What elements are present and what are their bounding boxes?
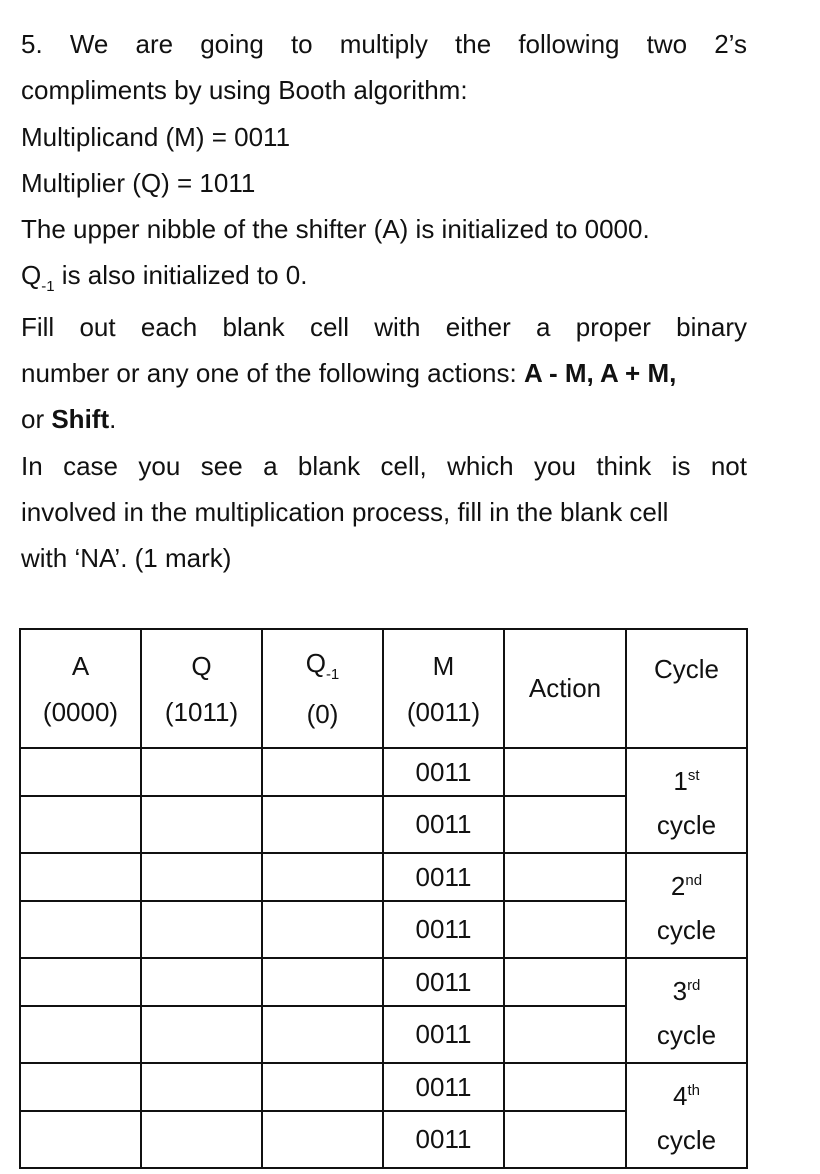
cell-a[interactable] <box>20 901 141 958</box>
header-cycle: Cycle <box>626 629 747 748</box>
cell-action[interactable] <box>504 853 626 901</box>
cell-q[interactable] <box>141 1111 262 1168</box>
case-line-1: In case you see a blank cell, which you think is not <box>21 450 747 481</box>
cell-action[interactable] <box>504 1111 626 1168</box>
multiplier-line: Multiplier (Q) = 1011 <box>21 167 256 198</box>
cell-q[interactable] <box>141 796 262 853</box>
fill-line-3: or Shift. <box>21 404 117 435</box>
cell-action[interactable] <box>504 1006 626 1063</box>
cell-q-minus-one[interactable] <box>262 796 383 853</box>
cell-q[interactable] <box>141 901 262 958</box>
cell-action[interactable] <box>504 1063 626 1111</box>
cell-action[interactable] <box>504 796 626 853</box>
q-minus-one-line: $Q_{-1}$ is also initialized to 0. <box>21 260 308 296</box>
booth-table <box>19 628 748 1169</box>
cell-action[interactable] <box>504 901 626 958</box>
case-line-2: involved in the multiplication process, fill in the blank cell <box>21 496 669 527</box>
cell-q-minus-one[interactable] <box>262 748 383 796</box>
cycle-4: 4th cycle <box>626 1063 747 1168</box>
cell-a[interactable] <box>20 958 141 1006</box>
cell-q[interactable] <box>141 1063 262 1111</box>
case-line-3: with ‘NA’. (1 mark) <box>21 543 232 574</box>
question-line-2: compliments by using Booth algorithm: <box>21 75 468 106</box>
multiplicand-line: Multiplicand (M) = 0011 <box>21 121 291 152</box>
table-row <box>20 853 747 901</box>
header-a: A (0000) <box>20 629 141 748</box>
fill-line-2: number or any one of the following actions: A - M, A + M, <box>21 358 677 389</box>
cell-a[interactable] <box>20 748 141 796</box>
cell-q-minus-one[interactable] <box>262 1006 383 1063</box>
upper-nibble-line: The upper nibble of the shifter (A) is initialized to 0000. <box>21 214 650 245</box>
cell-action[interactable] <box>504 958 626 1006</box>
cell-m: 0011 <box>383 1111 504 1168</box>
cell-m: 0011 <box>383 901 504 958</box>
question-line-1: 5. We are going to multiply the following two 2’s <box>21 29 747 59</box>
cell-q[interactable] <box>141 958 262 1006</box>
header-m: M (0011) <box>383 629 504 748</box>
cell-q-minus-one[interactable] <box>262 958 383 1006</box>
cell-a[interactable] <box>20 796 141 853</box>
cell-q[interactable] <box>141 748 262 796</box>
cell-m: 0011 <box>383 796 504 853</box>
fill-line-1: Fill out each blank cell with either a proper binary <box>21 311 747 342</box>
cell-a[interactable] <box>20 1006 141 1063</box>
cell-m: 0011 <box>383 958 504 1006</box>
cycle-2: 2nd cycle <box>626 853 747 958</box>
cell-q-minus-one[interactable] <box>262 901 383 958</box>
header-q: Q (1011) <box>141 629 262 748</box>
header-row <box>20 629 747 748</box>
table-row <box>20 958 747 1006</box>
cell-q-minus-one[interactable] <box>262 1111 383 1168</box>
cell-m: 0011 <box>383 748 504 796</box>
header-action: Action <box>504 629 626 748</box>
table-row <box>20 1063 747 1111</box>
cell-q-minus-one[interactable] <box>262 853 383 901</box>
cell-a[interactable] <box>20 853 141 901</box>
cell-q[interactable] <box>141 853 262 901</box>
question-text <box>21 21 747 582</box>
cell-m: 0011 <box>383 1063 504 1111</box>
table-row <box>20 748 747 796</box>
cycle-3: 3rd cycle <box>626 958 747 1063</box>
cell-a[interactable] <box>20 1111 141 1168</box>
cell-action[interactable] <box>504 748 626 796</box>
cell-m: 0011 <box>383 1006 504 1063</box>
cell-a[interactable] <box>20 1063 141 1111</box>
header-q-minus-one: $Q_{-1}$ (0) <box>262 629 383 748</box>
cell-q[interactable] <box>141 1006 262 1063</box>
cell-q-minus-one[interactable] <box>262 1063 383 1111</box>
cycle-1: 1st cycle <box>626 748 747 853</box>
cell-m: 0011 <box>383 853 504 901</box>
